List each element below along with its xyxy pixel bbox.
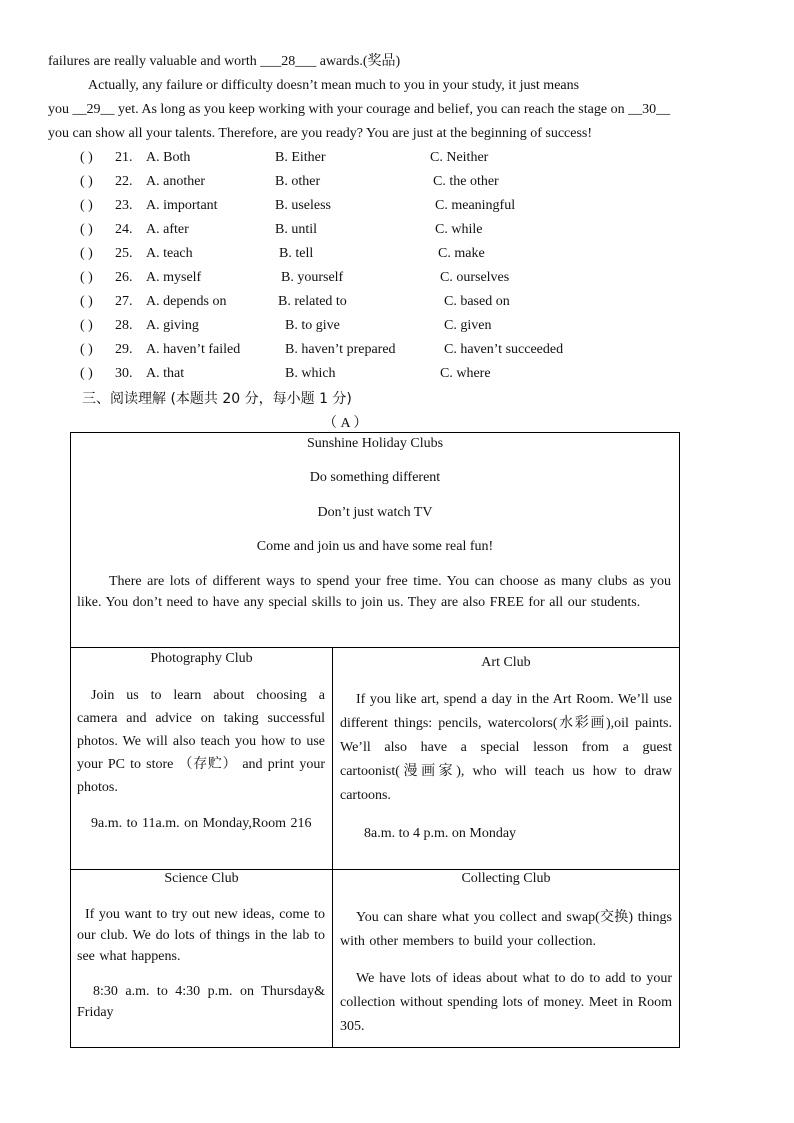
answer-blank: ( ) bbox=[80, 198, 93, 213]
option-c: C. haven’t succeeded bbox=[444, 342, 564, 357]
option-c: C. meaningful bbox=[435, 198, 516, 213]
question-number: 21. bbox=[115, 150, 133, 165]
passage-line-3: you __29__ yet. As long as you keep working with your courage and belief, you can reach the stage on __30__ bbox=[48, 102, 671, 117]
question-number: 26. bbox=[115, 270, 133, 285]
column-divider bbox=[332, 647, 333, 1047]
question-number: 27. bbox=[115, 294, 133, 309]
clubs-intro: There are lots of different ways to spend your free time. You can choose as many clubs as you like. You don’t need to have any special skills to join us. They are also FREE for all our students. bbox=[77, 574, 671, 610]
collecting-club-tips: We have lots of ideas about what to do to add to your collection without spending lots of money. Meet in Room 305. bbox=[340, 971, 672, 1034]
photography-club-desc: Join us to learn about choosing a camera and advice on taking successful photos. We will also teach you how to use your PC to store （存贮） and print your photos. bbox=[77, 688, 325, 795]
art-club-name: Art Club bbox=[481, 655, 531, 670]
art-club-desc: If you like art, spend a day in the Art Room. We’ll use different things: pencils, watercolors(水彩画),oil paints. We’ll also have a special lesson from a guest cartoonist(漫画家), who will teach us how to draw cartoons. bbox=[340, 692, 672, 803]
row-divider-1 bbox=[71, 647, 679, 648]
question-number: 23. bbox=[115, 198, 133, 213]
section-title: 三、阅读理解 (本题共 20 分，每小题 1 分) bbox=[82, 391, 352, 407]
option-a: A. myself bbox=[146, 270, 202, 285]
question-number: 30. bbox=[115, 366, 133, 381]
answer-blank: ( ) bbox=[80, 342, 93, 357]
option-b: B. Either bbox=[275, 150, 326, 165]
option-b: B. related to bbox=[278, 294, 347, 309]
answer-blank: ( ) bbox=[80, 174, 93, 189]
clubs-title: Sunshine Holiday Clubs bbox=[306, 436, 444, 451]
option-b: B. yourself bbox=[281, 270, 344, 285]
option-b: B. tell bbox=[279, 246, 314, 261]
art-club-time: 8a.m. to 4 p.m. on Monday bbox=[364, 826, 517, 841]
question-number: 22. bbox=[115, 174, 133, 189]
passage-line-4: you can show all your talents. Therefore, are you ready? You are just at the beginning of success! bbox=[48, 126, 593, 141]
option-a: A. after bbox=[146, 222, 189, 237]
answer-blank: ( ) bbox=[80, 246, 93, 261]
option-b: B. other bbox=[275, 174, 321, 189]
option-a: A. important bbox=[146, 198, 218, 213]
question-number: 29. bbox=[115, 342, 133, 357]
option-b: B. haven’t prepared bbox=[285, 342, 396, 357]
photography-club-time: 9a.m. to 11a.m. on Monday,Room 216 bbox=[91, 816, 312, 831]
option-b: B. to give bbox=[285, 318, 340, 333]
photography-club-name: Photography Club bbox=[150, 651, 253, 666]
answer-blank: ( ) bbox=[80, 318, 93, 333]
option-c: C. where bbox=[440, 366, 491, 381]
option-c: C. ourselves bbox=[440, 270, 510, 285]
collecting-club-desc: You can share what you collect and swap(交换) things with other members to build your collection. bbox=[340, 910, 672, 949]
option-a: A. Both bbox=[146, 150, 191, 165]
option-c: C. while bbox=[435, 222, 483, 237]
option-c: C. given bbox=[444, 318, 492, 333]
answer-blank: ( ) bbox=[80, 150, 93, 165]
option-c: C. the other bbox=[433, 174, 499, 189]
option-c: C. make bbox=[438, 246, 485, 261]
passage-line-2: Actually, any failure or difficulty doesn’t mean much to you in your study, it just means bbox=[88, 78, 580, 93]
science-club-desc: If you want to try out new ideas, come to our club. We do lots of things in the lab to see what happens. bbox=[77, 907, 325, 964]
science-club-time: 8:30 a.m. to 4:30 p.m. on Thursday& Friday bbox=[77, 984, 325, 1020]
option-c: C. Neither bbox=[430, 150, 489, 165]
option-a: A. that bbox=[146, 366, 185, 381]
clubs-table bbox=[70, 432, 680, 1048]
option-a: A. another bbox=[146, 174, 206, 189]
question-number: 28. bbox=[115, 318, 133, 333]
answer-blank: ( ) bbox=[80, 294, 93, 309]
answer-blank: ( ) bbox=[80, 222, 93, 237]
answer-blank: ( ) bbox=[80, 366, 93, 381]
option-a: A. giving bbox=[146, 318, 199, 333]
question-number: 24. bbox=[115, 222, 133, 237]
option-a: A. teach bbox=[146, 246, 193, 261]
passage-line-1: failures are really valuable and worth ___28___ awards.(奖品) bbox=[48, 54, 401, 69]
clubs-tagline-1: Do something different bbox=[309, 470, 441, 485]
option-c: C. based on bbox=[444, 294, 510, 309]
science-club-name: Science Club bbox=[164, 871, 239, 886]
option-b: B. useless bbox=[275, 198, 331, 213]
option-b: B. which bbox=[285, 366, 336, 381]
passage-label: （ A ） bbox=[323, 416, 368, 431]
answer-blank: ( ) bbox=[80, 270, 93, 285]
collecting-club-name: Collecting Club bbox=[461, 871, 551, 886]
option-b: B. until bbox=[275, 222, 318, 237]
clubs-tagline-3: Come and join us and have some real fun! bbox=[256, 539, 494, 554]
option-a: A. depends on bbox=[146, 294, 227, 309]
option-a: A. haven’t failed bbox=[146, 342, 241, 357]
question-number: 25. bbox=[115, 246, 133, 261]
clubs-tagline-2: Don’t just watch TV bbox=[317, 505, 433, 520]
